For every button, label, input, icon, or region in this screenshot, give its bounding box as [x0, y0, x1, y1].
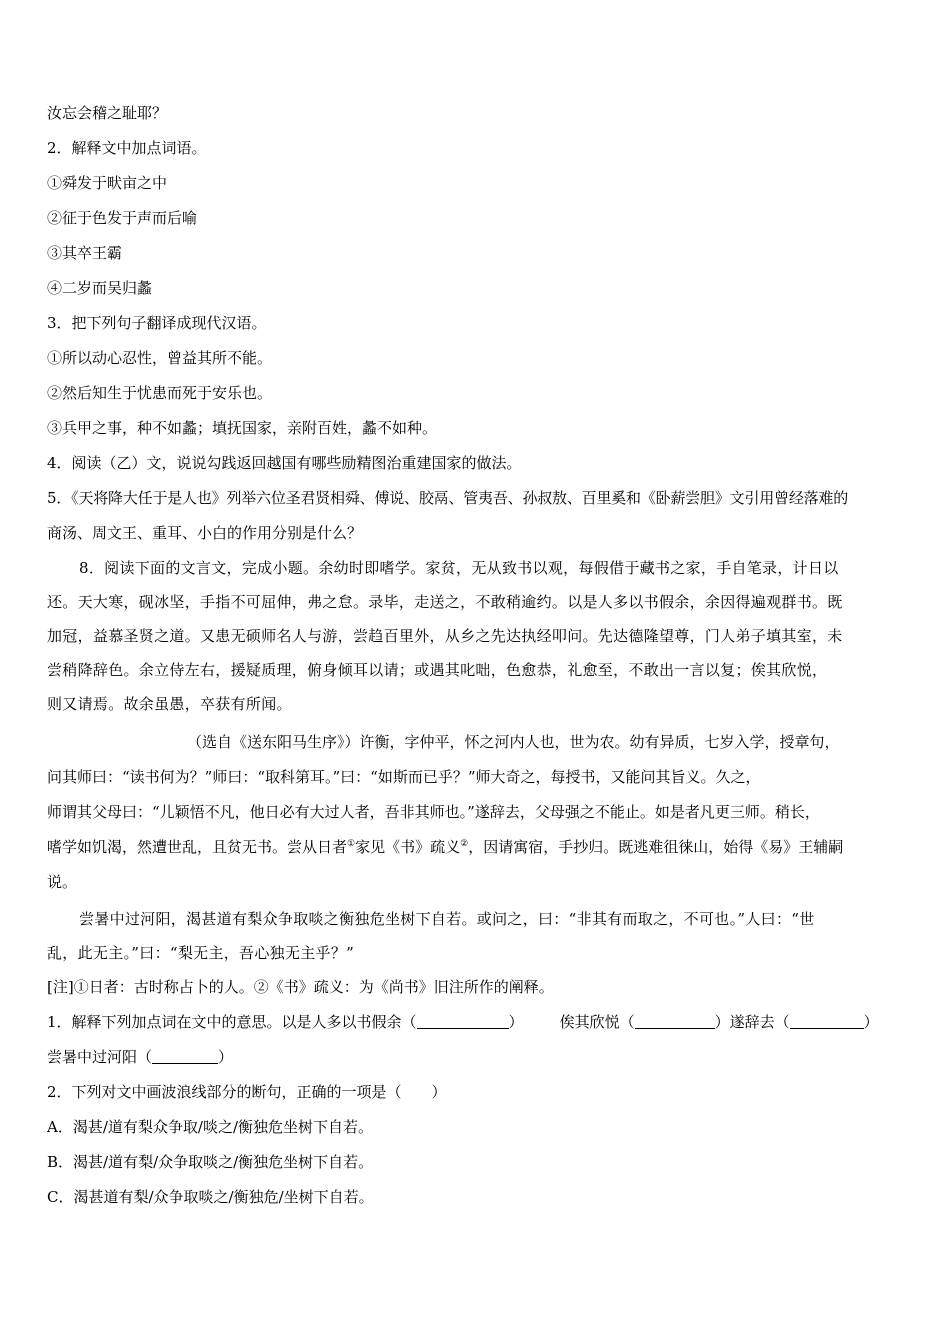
question-text: ）遂辞去（	[714, 1013, 790, 1031]
passage-line	[47, 830, 909, 865]
text-line: 商汤、周文王、重耳、小白的作用分别是什么？	[47, 524, 363, 542]
passage-line: 师谓其父母曰：“儿颖悟不凡，他日必有大过人者，吾非其师也。”遂辞去，父母强之不能止。如是者凡更三师。稍长，	[47, 803, 820, 821]
passage-line: 还。天大寒，砚冰坚，手指不可屈伸，弗之怠。录毕，走送之，不敢稍逾约。以是人多以书假余，余因得遍观群书。既	[47, 593, 843, 611]
passage-line: 加冠，益慕圣贤之道。又患无硕师名人与游，尝趋百里外，从乡之先达执经叩问。先达德隆望尊，门人弟子填其室，未	[47, 627, 843, 645]
question-2-heading: 2．解释文中加点词语。	[47, 139, 207, 157]
footnote: [注]①日者：古时称占卜的人。②《书》疏义：为《尚书》旧注所作的阐释。	[47, 978, 554, 996]
passage-line: 问其师曰：“读书何为？”师曰：“取科第耳。”曰：“如斯而已乎？”师大奇之，每授书，又能问其旨义。久之，	[47, 768, 761, 786]
passage-text: 许衡，字仲平，怀之河内人也，世为农。幼有异质，七岁入学，授章句，	[359, 733, 840, 751]
text-line: 汝忘会稽之耻耶？	[47, 104, 168, 122]
option-b[interactable]: B．渴甚/道有梨/众争取啖之/衡独危坐树下自若。	[47, 1153, 374, 1171]
passage-8	[47, 551, 909, 721]
passage-text: 家见《书》疏义	[355, 838, 461, 856]
passage-line: 尝稍降辞色。余立侍左右，援疑质理，俯身倾耳以请；或遇其叱咄，色愈恭，礼愈至，不敢出一言以复；俟其欣悦，	[47, 661, 828, 679]
question-1-continued	[47, 1040, 909, 1075]
question-text: ）	[218, 1048, 234, 1066]
question-text: 尝暑中过河阳（	[47, 1048, 153, 1066]
passage-text: 嗜学如饥渴，然遭世乱，且贫无书。尝从日者	[47, 838, 348, 856]
text-line: ②征于色发于声而后喻	[47, 209, 198, 227]
question-3-heading: 3．把下列句子翻译成现代汉语。	[47, 314, 267, 332]
answer-blank[interactable]	[417, 1012, 509, 1029]
passage-line: 则又请焉。故余虽愚，卒获有所闻。	[47, 695, 292, 713]
question-text: 1．解释下列加点词在文中的意思。以是人多以书假余（	[47, 1013, 417, 1031]
question-text: ）	[508, 1013, 524, 1031]
text-line: ①所以动心忍性，曾益其所不能。	[47, 349, 273, 367]
question-2: 2．下列对文中画波浪线部分的断句，正确的一项是（ ）	[47, 1083, 447, 1101]
passage-xuheng	[47, 725, 909, 900]
text-line: ④二岁而吴归蠡	[47, 279, 153, 297]
option-c[interactable]: C．渴甚道有梨/众争取啖之/衡独危/坐树下自若。	[47, 1188, 374, 1206]
option-a[interactable]: A．渴甚/道有梨众争取/啖之/衡独危坐树下自若。	[47, 1118, 373, 1136]
question-1	[47, 1005, 909, 1040]
text-line: ②然后知生于忧患而死于安乐也。	[47, 384, 273, 402]
passage-line: 说。	[47, 873, 78, 891]
question-4-heading: 4．阅读（乙）文，说说勾践返回越国有哪些励精图治重建国家的做法。	[47, 454, 522, 472]
passage-text: ，因请寓宿，手抄归。既逃难徂徕山，始得《易》王辅嗣	[468, 838, 844, 856]
passage-line: 乱，此无主。”曰：“梨无主，吾心独无主乎？”	[47, 944, 355, 962]
passage-line: 尝暑中过河阳，渴甚道有梨众争取啖之衡独危坐树下自若。或问之，曰：“非其有而取之，不可也。”人曰：“世	[79, 910, 815, 928]
source-citation: （选自《送东阳马生序》）	[187, 733, 360, 751]
text-line: ③其卒王霸	[47, 244, 123, 262]
footnote-mark: ②	[460, 839, 469, 849]
question-5-heading: 5．《天将降大任于是人也》列举六位圣君贤相舜、傅说、胶鬲、管夷吾、孙叔敖、百里奚和《卧薪尝胆》文引用曾经落难的	[47, 489, 849, 507]
text-line: ③兵甲之事，种不如蠡；填抚国家，亲附百姓，蠡不如种。	[47, 419, 438, 437]
answer-blank[interactable]	[152, 1047, 218, 1064]
text-line: ①舜发于畎亩之中	[47, 174, 168, 192]
answer-blank[interactable]	[790, 1012, 864, 1029]
passage-pear	[47, 902, 909, 970]
passage-line: 8．阅读下面的文言文，完成小题。余幼时即嗜学。家贫，无从致书以观，每假借于藏书之家，手自笔录，计日以	[79, 559, 839, 577]
footnote-mark: ①	[347, 839, 356, 849]
question-text: 俟其欣悦（	[559, 1013, 635, 1031]
document-page	[47, 96, 909, 1215]
question-text: ）	[863, 1013, 879, 1031]
passage-line	[47, 725, 909, 760]
answer-blank[interactable]	[635, 1012, 715, 1029]
